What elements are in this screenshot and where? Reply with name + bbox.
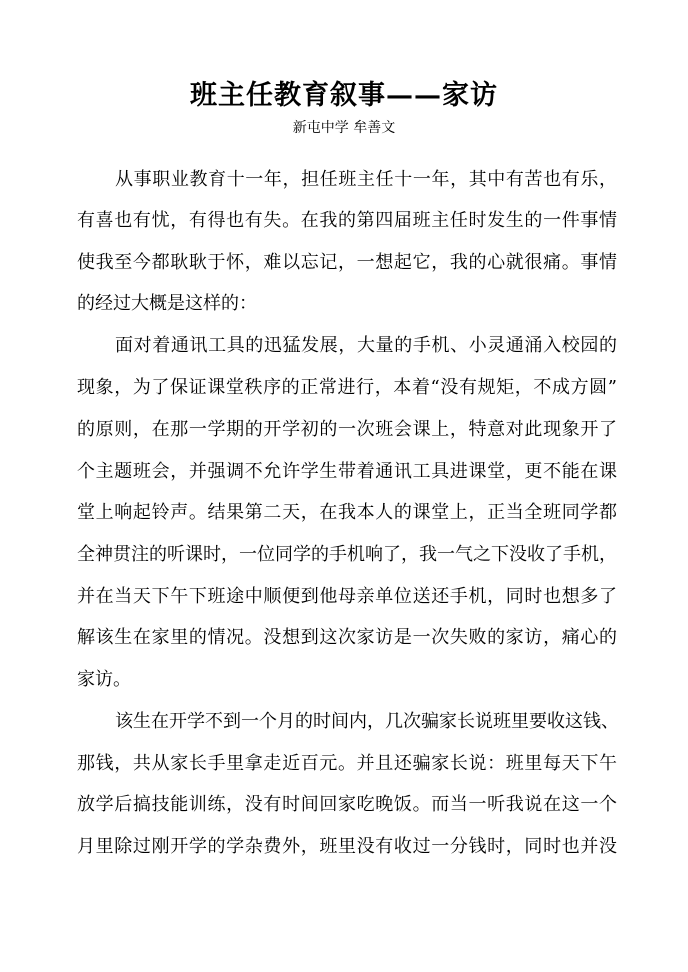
paragraph-3-line-3: 放学后搞技能训练，没有时间回家吃晚饭。而当一听我说在这一个 (77, 794, 617, 815)
document-title: 班主任教育叙事——家访 (190, 80, 498, 111)
paragraph-2-line-9: 家访。 (77, 669, 131, 690)
document-author: 新屯中学 牟善文 (292, 120, 396, 136)
paragraph-2-line-2: 现象，为了保证课堂秩序的正常进行，本着“没有规矩，不成方圆” (77, 377, 617, 398)
paragraph-2-line-5: 堂上响起铃声。结果第二天，在我本人的课堂上，正当全班同学都 (77, 502, 617, 523)
paragraph-1-line-2: 有喜也有忧，有得也有失。在我的第四届班主任时发生的一件事情 (77, 210, 617, 231)
paragraph-1-line-4: 的经过大概是这样的： (77, 293, 257, 314)
paragraph-2-line-1: 面对着通讯工具的迅猛发展，大量的手机、小灵通涌入校园的 (115, 335, 617, 356)
paragraph-3-line-4: 月里除过刚开学的学杂费外，班里没有收过一分钱时，同时也并没 (77, 836, 617, 857)
paragraph-2-line-7: 并在当天下午下班途中顺便到他母亲单位送还手机，同时也想多了 (77, 586, 617, 607)
paragraph-2-line-8: 解该生在家里的情况。没想到这次家访是一次失败的家访，痛心的 (77, 627, 617, 648)
paragraph-1-line-3: 使我至今都耿耿于怀，难以忘记，一想起它，我的心就很痛。事情 (77, 252, 617, 273)
paragraph-2-line-4: 个主题班会，并强调不允许学生带着通讯工具进课堂，更不能在课 (77, 461, 617, 482)
paragraph-3-line-1: 该生在开学不到一个月的时间内，几次骗家长说班里要收这钱、 (115, 711, 619, 732)
paragraph-2-line-6: 全神贯注的听课时，一位同学的手机响了，我一气之下没收了手机， (77, 544, 617, 565)
paragraph-1-line-1: 从事职业教育十一年，担任班主任十一年，其中有苦也有乐， (115, 169, 617, 190)
paragraph-2-line-3: 的原则，在那一学期的开学初的一次班会课上，特意对此现象开了 (77, 419, 617, 440)
paragraph-3-line-2: 那钱，共从家长手里拿走近百元。并且还骗家长说：班里每天下午 (77, 753, 617, 774)
